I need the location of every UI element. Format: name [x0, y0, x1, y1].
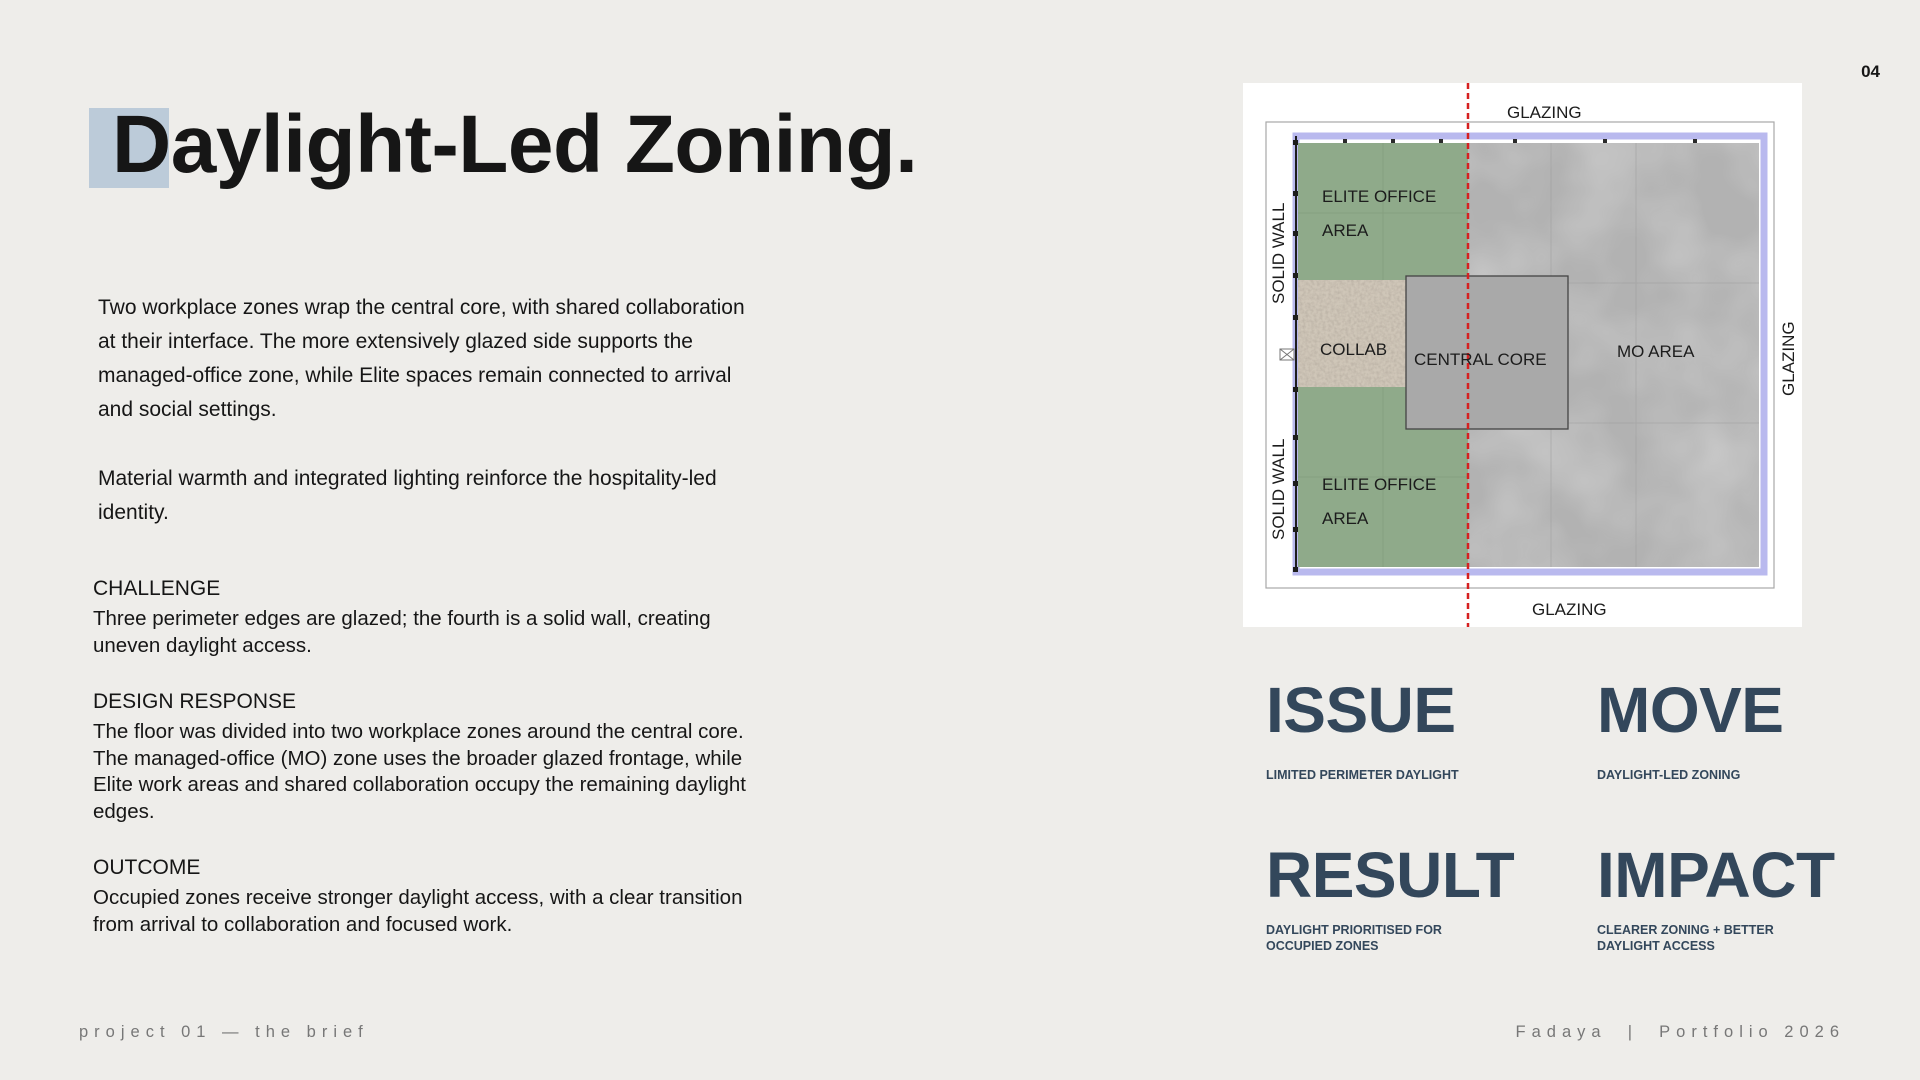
page-number: 04 [1861, 62, 1880, 81]
metric-result-caption: DAYLIGHT PRIORITISED FOR OCCUPIED ZONES [1266, 923, 1442, 953]
intro-paragraph-1: Two workplace zones wrap the central core, with shared collaboration at their interface. The more extensively glazed side supports the managed-office zone, while Elite spaces remain connected to arrival and social settings. [98, 296, 745, 421]
glazing-top-label: GLAZING [1507, 103, 1582, 122]
elite-upper-label-line1: ELITE OFFICE [1322, 187, 1437, 206]
metric-result [1266, 839, 1566, 954]
glazing-right-label: GLAZING [1779, 321, 1798, 396]
design-response-body: The floor was divided into two workplace zones around the central core. The managed-office (MO) zone uses the broader glazed frontage, while Elite work areas and shared collaboration occupy the remaining daylight edges. [93, 720, 746, 823]
outcome-heading: OUTCOME [93, 856, 201, 879]
floor-plan-diagram [1243, 83, 1802, 627]
glazing-bottom-label: GLAZING [1532, 600, 1607, 619]
metric-issue-caption: LIMITED PERIMETER DAYLIGHT [1266, 768, 1459, 782]
challenge-heading: CHALLENGE [93, 577, 221, 600]
metric-result-title: RESULT [1266, 839, 1515, 911]
top-edge-marks [1343, 139, 1697, 143]
outcome-section [93, 855, 753, 938]
outcome-body: Occupied zones receive stronger daylight access, with a clear transition from arrival to collaboration and focused work. [93, 886, 743, 936]
page-title: Daylight-Led Zoning. [112, 99, 918, 190]
solid-wall-lower-label: SOLID WALL [1269, 438, 1288, 540]
metric-impact-title: IMPACT [1597, 839, 1835, 911]
challenge-body: Three perimeter edges are glazed; the fourth is a solid wall, creating uneven daylight access. [93, 607, 711, 657]
mo-area-label: MO AREA [1617, 342, 1695, 361]
elite-lower-label-line1: ELITE OFFICE [1322, 475, 1437, 494]
collab-zone-texture [1298, 280, 1406, 387]
metric-issue [1266, 674, 1566, 783]
design-response-section [93, 689, 753, 825]
footer-portfolio-label: Fadaya | Portfolio 2026 [1515, 1023, 1845, 1041]
metric-move-title: MOVE [1597, 674, 1784, 746]
footer-project-label: project 01 — the brief [79, 1023, 369, 1041]
collab-label: COLLAB [1320, 340, 1388, 359]
metric-issue-title: ISSUE [1266, 674, 1456, 746]
central-core-label: CENTRAL CORE [1414, 350, 1547, 369]
elite-lower-label-line2: AREA [1322, 509, 1369, 528]
elite-upper-label-line2: AREA [1322, 221, 1369, 240]
challenge-section [93, 576, 753, 659]
floor-plan-card [1243, 83, 1802, 627]
metric-move-caption: DAYLIGHT-LED ZONING [1597, 768, 1741, 782]
design-response-heading: DESIGN RESPONSE [93, 690, 297, 713]
metric-impact [1597, 839, 1897, 954]
metric-impact-caption: CLEARER ZONING + BETTER DAYLIGHT ACCESS [1597, 923, 1774, 953]
solid-wall-upper-label: SOLID WALL [1269, 202, 1288, 304]
metric-move [1597, 674, 1897, 783]
intro-paragraph-2: Material warmth and integrated lighting reinforce the hospitality-led identity. [98, 467, 717, 524]
